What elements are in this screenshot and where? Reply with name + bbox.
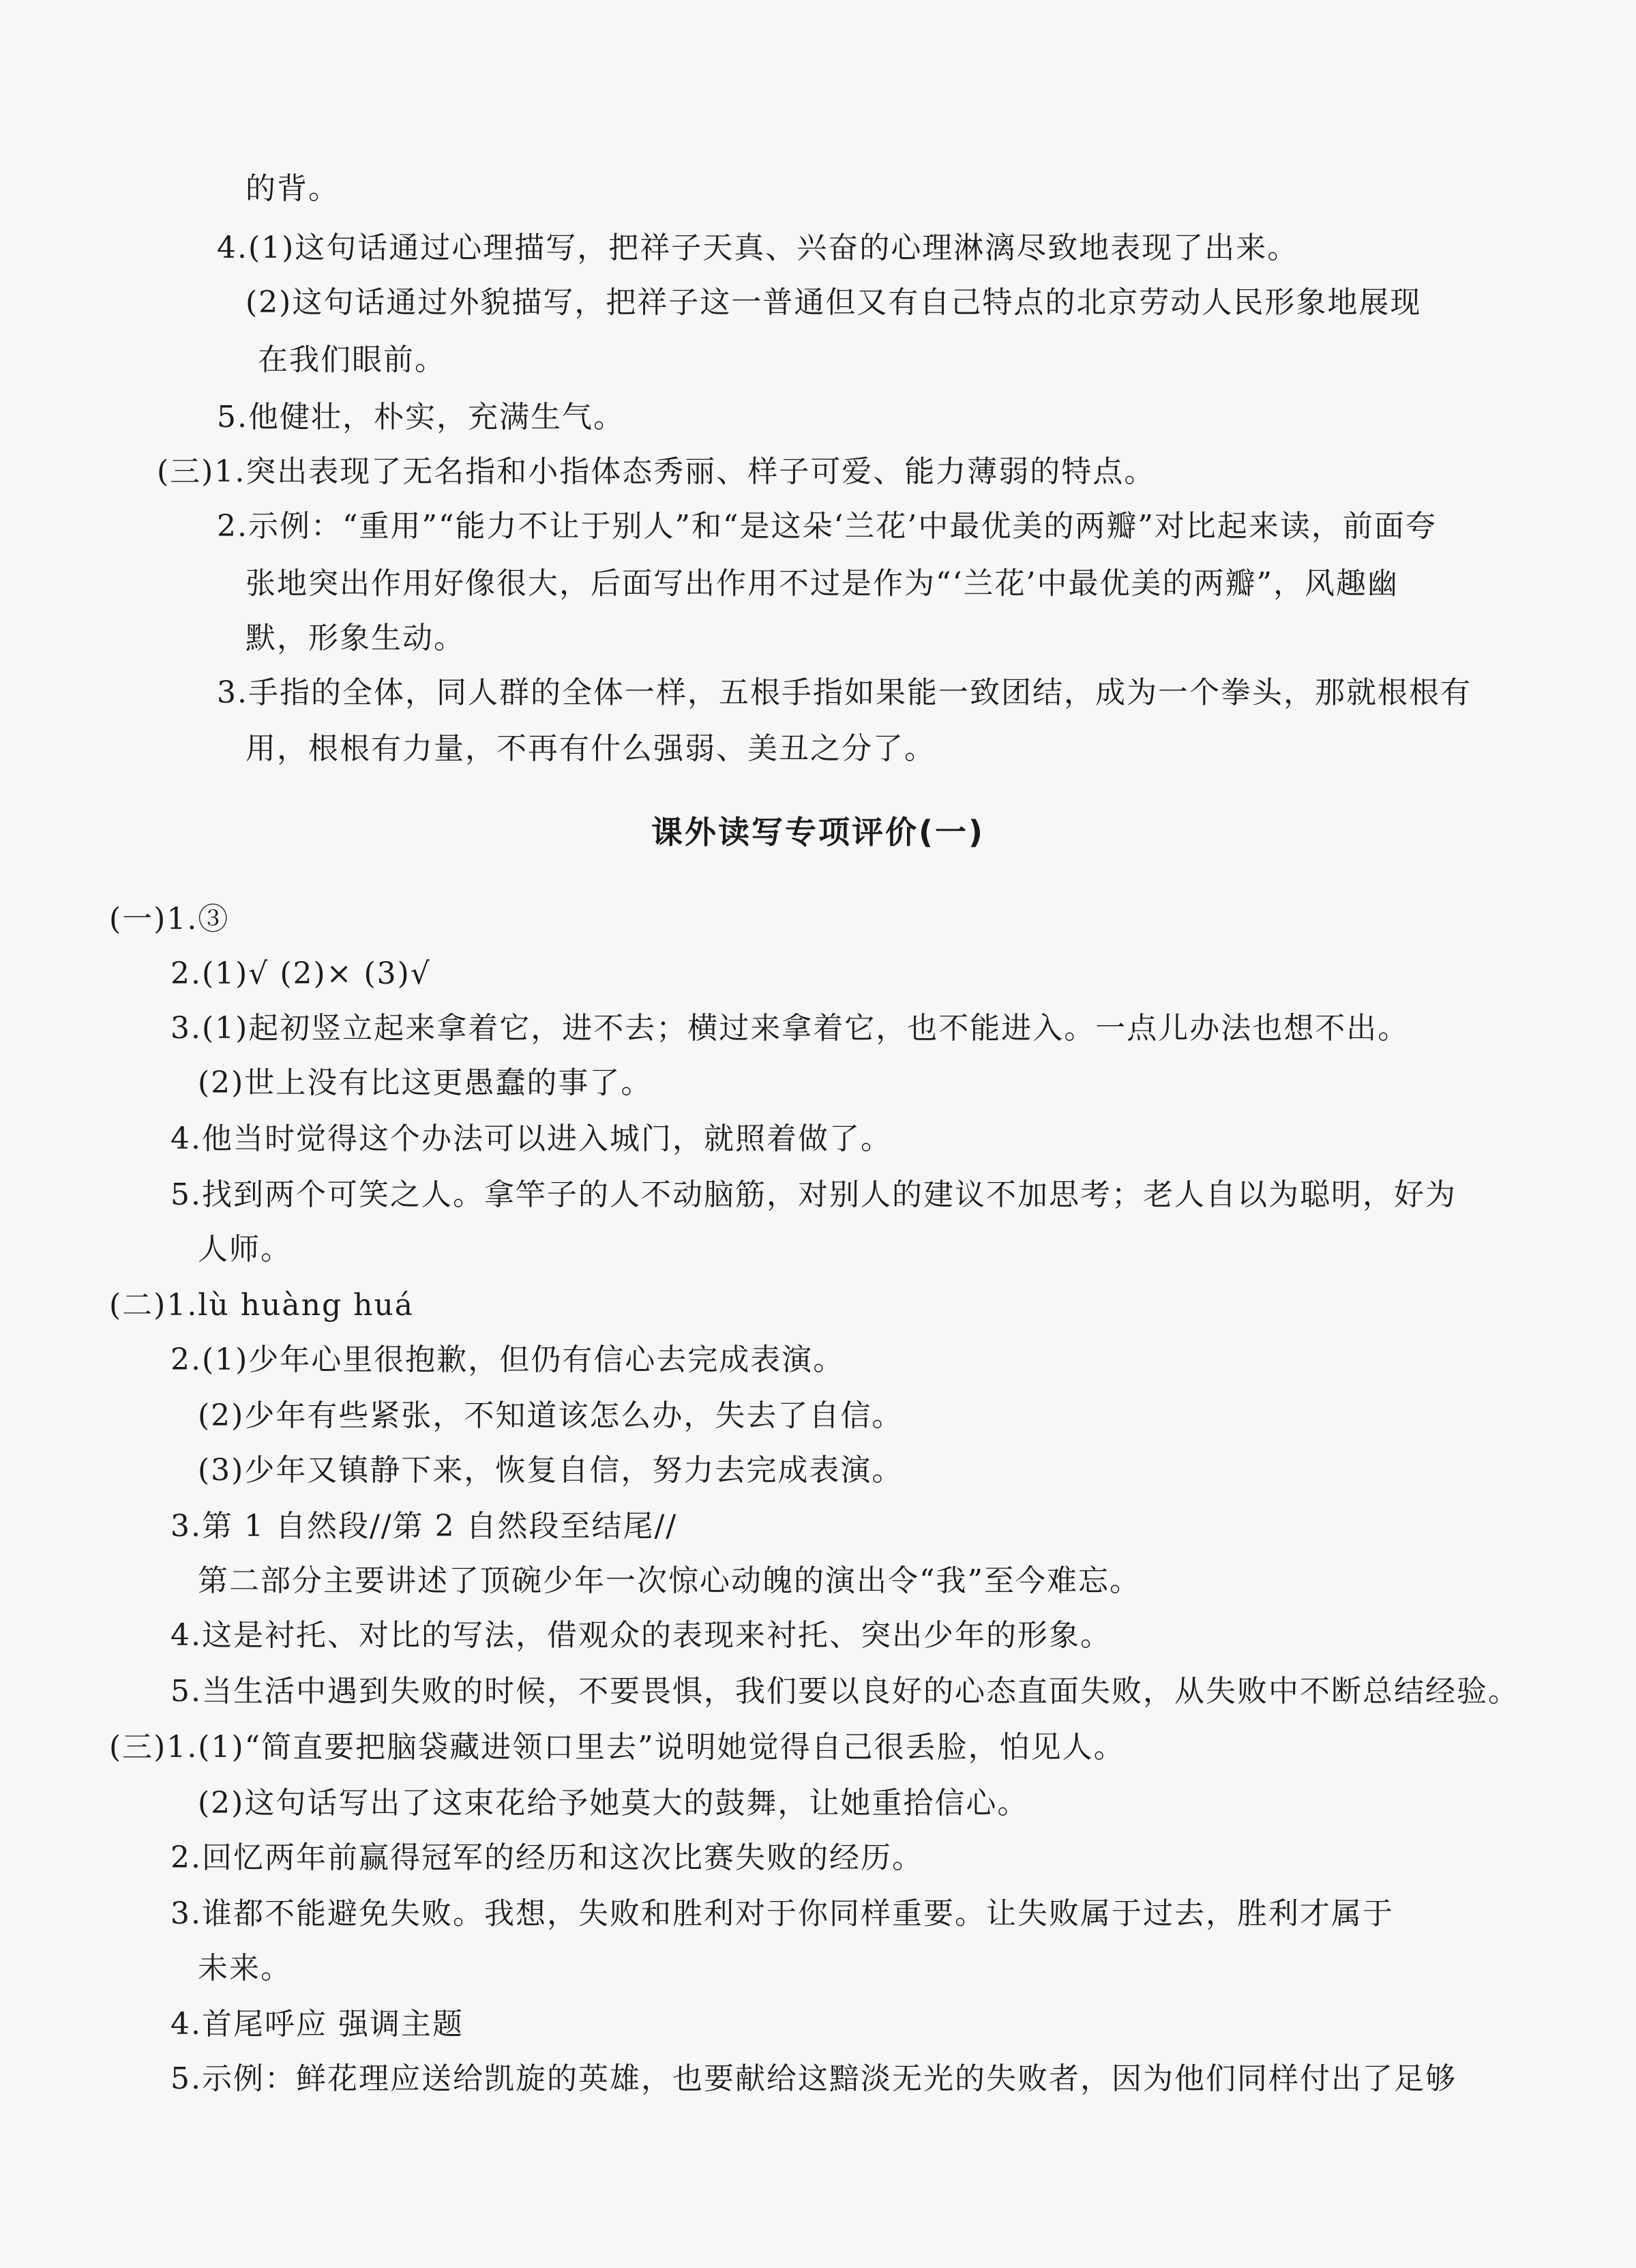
answer-line: 5.他健壮，朴实，充满生气。 (217, 400, 625, 435)
answer-line: (2)这句话写出了这束花给予她莫大的鼓舞，让她重拾信心。 (198, 1786, 1029, 1821)
answer-line: 2.(1)√ (2)× (3)√ (170, 956, 431, 991)
answer-line: (三)1.(1)“简直要把脑袋藏进领口里去”说明她觉得自己很丢脸，怕见人。 (109, 1730, 1125, 1765)
answer-line: 用，根根有力量，不再有什么强弱、美丑之分了。 (246, 731, 936, 766)
answer-line: 在我们眼前。 (258, 342, 446, 377)
answer-line: (三)1.突出表现了无名指和小指体态秀丽、样子可爱、能力薄弱的特点。 (157, 454, 1156, 489)
answer-line: (二)1.lù huàng huá (109, 1288, 415, 1323)
answer-line: 未来。 (198, 1951, 292, 1986)
answer-line: 张地突出作用好像很大，后面写出作用不过是作为“‘兰花’中最优美的两瓣”，风趣幽 (246, 566, 1399, 601)
answer-line: (2)少年有些紧张，不知道该怎么办，失去了自信。 (198, 1398, 904, 1433)
answer-line: 2.(1)少年心里很抱歉，但仍有信心去完成表演。 (170, 1342, 845, 1377)
answer-line: (一)1.③ (109, 902, 230, 937)
answer-line: 3.手指的全体，同人群的全体一样，五根手指如果能一致团结，成为一个拳头，那就根根有 (217, 675, 1472, 710)
answer-line: (2)世上没有比这更愚蠢的事了。 (198, 1065, 653, 1100)
answer-line: 4.他当时觉得这个办法可以进入城门，就照着做了。 (170, 1121, 892, 1156)
answer-line: 5.示例：鲜花理应送给凯旋的英雄，也要献给这黯淡无光的失败者，因为他们同样付出了足够 (170, 2061, 1457, 2096)
answer-line: 第二部分主要讲述了顶碗少年一次惊心动魄的演出令“我”至今难忘。 (198, 1563, 1141, 1598)
answer-line: 3.第 1 自然段//第 2 自然段至结尾// (170, 1509, 678, 1544)
answer-line: 默，形象生动。 (246, 621, 465, 656)
answer-line: 的背。 (246, 171, 340, 206)
answer-line: (2)这句话通过外貌描写，把祥子这一普通但又有自己特点的北京劳动人民形象地展现 (246, 285, 1422, 320)
answer-line: 3.谁都不能避免失败。我想，失败和胜利对于你同样重要。让失败属于过去，胜利才属于 (170, 1896, 1394, 1931)
answer-line: (3)少年又镇静下来，恢复自信，努力去完成表演。 (198, 1453, 904, 1488)
answer-line: 5.找到两个可笑之人。拿竿子的人不动脑筋，对别人的建议不加思考；老人自以为聪明，好为 (170, 1177, 1457, 1212)
answer-line: 3.(1)起初竖立起来拿着它，进不去；横过来拿着它，也不能进入。一点儿办法也想不出。 (170, 1011, 1410, 1046)
section-title: 课外读写专项评价(一) (651, 814, 985, 851)
answer-line: 4.(1)这句话通过心理描写，把祥子天真、兴奋的心理淋漓尽致地表现了出来。 (217, 231, 1299, 265)
answer-line: 4.这是衬托、对比的写法，借观众的表现来衬托、突出少年的形象。 (170, 1618, 1112, 1653)
answer-line: 2.示例：“重用”“能力不让于别人”和“是这朵‘兰花’中最优美的两瓣”对比起来读，前面夸 (217, 509, 1437, 544)
answer-line: 2.回忆两年前赢得冠军的经历和这次比赛失败的经历。 (170, 1840, 923, 1875)
answer-line: 5.当生活中遇到失败的时候，不要畏惧，我们要以良好的心态直面失败，从失败中不断总结经验。 (170, 1674, 1519, 1709)
answer-line: 4.首尾呼应 强调主题 (170, 2007, 464, 2042)
answer-line: 人师。 (198, 1232, 292, 1267)
